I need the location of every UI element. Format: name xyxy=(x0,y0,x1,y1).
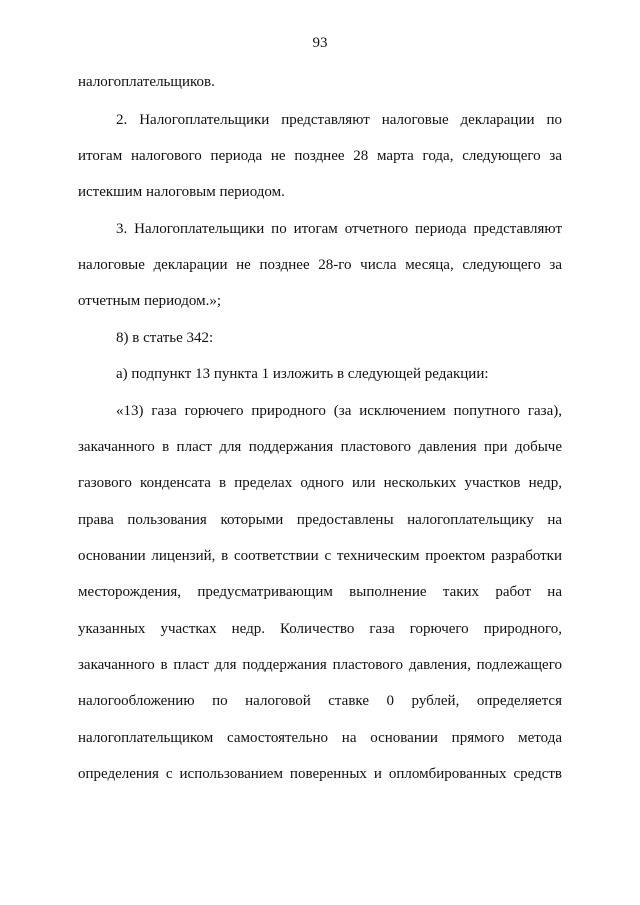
text-line: месторождения, предусматривающим выполнение таких работ на xyxy=(78,584,562,600)
text-line: 8) в статье 342: xyxy=(116,330,214,346)
text-line: итогам налогового периода не позднее 28 марта года, следующего за xyxy=(78,148,562,164)
text-line: указанных участках недр. Количество газа горючего природного, xyxy=(78,621,562,637)
text-line: налогоплательщиков. xyxy=(78,74,215,90)
text-line: налогообложению по налоговой ставке 0 рублей, определяется xyxy=(78,693,562,709)
text-line: газового конденсата в пределах одного или нескольких участков недр, xyxy=(78,475,562,491)
text-line: налоговые декларации не позднее 28-го числа месяца, следующего за xyxy=(78,257,562,273)
text-line: отчетным периодом.»; xyxy=(78,293,221,309)
page-number: 93 xyxy=(312,35,328,51)
text-line: основании лицензий, в соответствии с техническим проектом разработки xyxy=(78,548,562,564)
text-line: 3. Налогоплательщики по итогам отчетного периода представляют xyxy=(116,221,562,237)
text-line: определения с использованием поверенных и опломбированных средств xyxy=(78,766,562,782)
text-line: права пользования которыми предоставлены налогоплательщику на xyxy=(78,512,562,528)
text-line: «13) газа горючего природного (за исключением попутного газа), xyxy=(116,403,562,419)
text-line: закачанного в пласт для поддержания пластового давления при добыче xyxy=(78,439,562,455)
text-line: закачанного в пласт для поддержания пластового давления, подлежащего xyxy=(78,657,562,673)
text-line: а) подпункт 13 пункта 1 изложить в следующей редакции: xyxy=(116,366,489,382)
text-line: 2. Налогоплательщики представляют налоговые декларации по xyxy=(116,112,562,128)
text-line: налогоплательщиком самостоятельно на основании прямого метода xyxy=(78,730,562,746)
text-line: истекшим налоговым периодом. xyxy=(78,184,285,200)
